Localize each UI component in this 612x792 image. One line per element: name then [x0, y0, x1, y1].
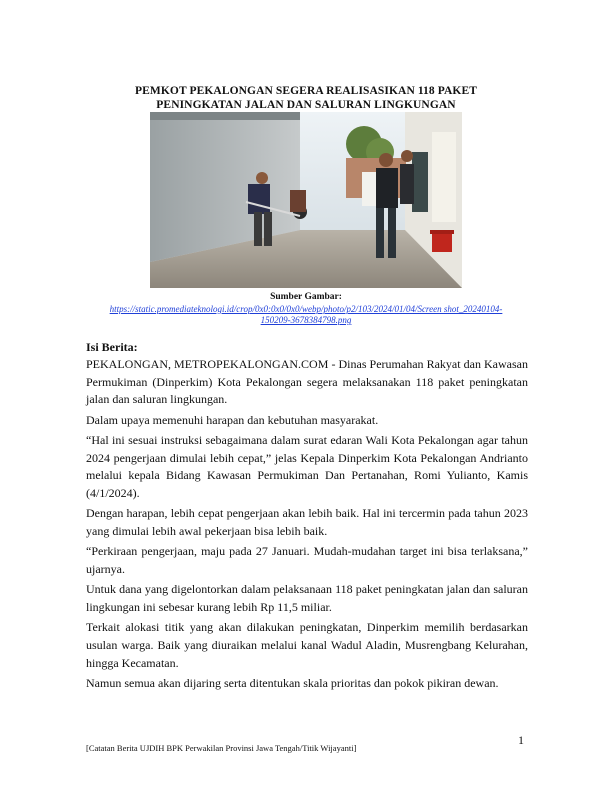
image-source-label: Sumber Gambar:: [270, 292, 342, 302]
section-label-isi-berita: Isi Berita:: [86, 340, 138, 354]
body-paragraph: PEKALONGAN, METROPEKALONGAN.COM - Dinas Perumahan Rakyat dan Kawasan Permukiman (Dinperkim) Kota Pekalongan segera melaksanakan 118 paket peningkatan jalan dan saluran lingkungan.: [86, 357, 528, 407]
article-title: [90, 84, 522, 112]
article-body: [86, 356, 528, 695]
body-paragraph: “Perkiraan pengerjaan, maju pada 27 Januari. Mudah-mudahan target ini bisa terlaksana,” ujarnya.: [86, 544, 528, 577]
article-title-line-1: PEMKOT PEKALONGAN SEGERA REALISASIKAN 118 PAKET: [135, 85, 477, 97]
article-title-line-2: PENINGKATAN JALAN DAN SALURAN LINGKUNGAN: [156, 99, 456, 111]
body-paragraph: Namun semua akan dijaring serta ditentukan skala prioritas dan pokok pikiran dewan.: [86, 676, 499, 691]
image-source-link[interactable]: [80, 304, 532, 326]
body-paragraph: Untuk dana yang digelontorkan dalam pelaksanaan 118 paket peningkatan jalan dan saluran lingkungan ini sebesar kurang lebih Rp 11,5 miliar.: [86, 582, 528, 615]
news-photo: [150, 112, 462, 288]
body-paragraph: Terkait alokasi titik yang akan dilakukan peningkatan, Dinperkim memilih berdasarkan usulan warga. Baik yang diuraikan melalui kanal Wadul Aladin, Musrengbang Kelurahan, hingga Kecamatan.: [86, 620, 528, 670]
body-paragraph: “Hal ini sesuai instruksi sebagaimana dalam surat edaran Wali Kota Pekalongan agar tahun 2024 pengerjaan dimulai lebih cepat,” jelas Kepala Dinperkim Kota Pekalongan Andrianto melalui kepala Bidang Kawasan Permukiman Dan Pertanahan, Romi Yulianto, Kamis (4/1/2024).: [86, 433, 528, 501]
image-source-link-line-2: 150209-3678384798.png: [260, 315, 352, 325]
image-source-link-line-1: https://static.promediateknologi.id/crop/0x0:0x0/0x0/webp/photo/p2/103/2024/01/04/Screen shot_20240104-: [109, 304, 503, 314]
body-paragraph: Dalam upaya memenuhi harapan dan kebutuhan masyarakat.: [86, 412, 379, 427]
page-footer: [Catatan Berita UJDIH BPK Perwakilan Provinsi Jawa Tengah/Titik Wijayanti]: [86, 743, 357, 753]
page-number: 1: [518, 733, 524, 747]
body-paragraph: Dengan harapan, lebih cepat pengerjaan akan lebih baik. Hal ini tercermin pada tahun 2023 yang dimulai lebih awal pekerjaan bisa lebih baik.: [86, 506, 528, 539]
